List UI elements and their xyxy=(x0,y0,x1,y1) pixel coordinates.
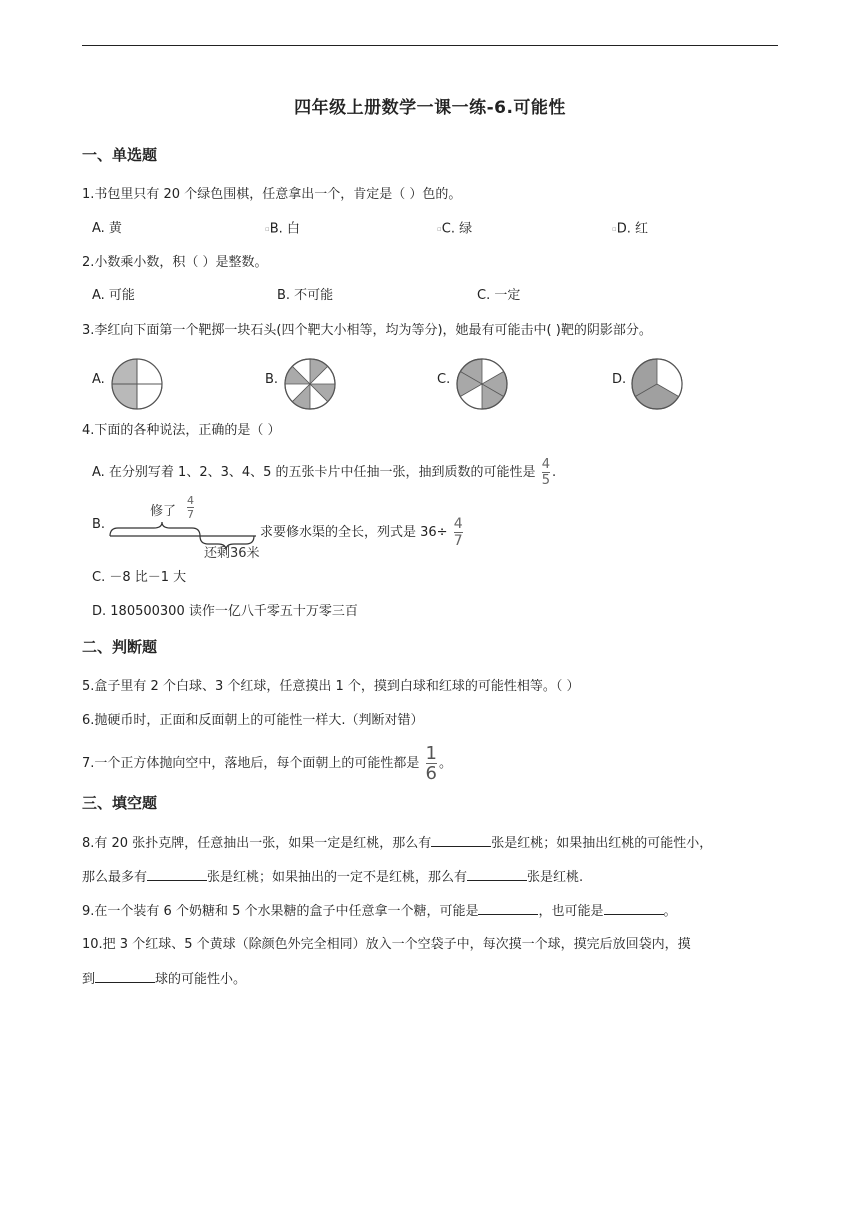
question-9: 9.在一个装有 6 个奶糖和 5 个水果糖的盒子中任意拿一个糖，可能是 ，也可能是 。 xyxy=(82,901,782,922)
question-3: 3.李红向下面第一个靶掷一块石头(四个靶大小相等，均为等分)，她最有可能击中( )靶的阴影部分。 xyxy=(82,323,652,338)
q4-option-d: D. 180500300 读作一亿八千零五十万零三百 xyxy=(92,604,358,619)
q3-option-d: D. xyxy=(612,356,702,408)
blank-line[interactable] xyxy=(478,901,538,915)
dot-icon: ▫ xyxy=(265,225,270,233)
question-4: 4.下面的各种说法，正确的是（ ） xyxy=(82,423,281,438)
question-8-line-2: 那么最多有 张是红桃；如果抽出的一定不是红桃，那么有 张是红桃. xyxy=(82,867,782,888)
fraction-four-sevenths: $\frac{4}{7}$ xyxy=(453,516,463,549)
q1-option-b: ▫B. 白 xyxy=(265,221,300,237)
question-10-line-1: 10.把 3 个红球、5 个黄球（除颜色外完全相同）放入一个空袋子中，每次摸一个球，摸完后放回袋内，摸 xyxy=(82,937,691,952)
q3-option-b: B. xyxy=(265,356,355,408)
question-10-line-2: 到 球的可能性小。 xyxy=(82,969,782,990)
q2-option-a: A. 可能 xyxy=(92,288,135,303)
target-c-figure xyxy=(454,356,510,412)
q1-option-a: A. 黄 xyxy=(92,221,122,236)
question-6: 6.抛硬币时，正面和反面朝上的可能性一样大.（判断对错） xyxy=(82,713,424,728)
q1-option-c: ▫C. 绿 xyxy=(437,221,473,237)
q3-option-c: C. xyxy=(437,356,527,408)
blank-line[interactable] xyxy=(467,867,527,881)
q4-option-a: A. 在分别写着 1、2、3、4、5 的五张卡片中任抽一张，抽到质数的可能性是 $\frac{4}{5}$ . xyxy=(92,457,557,488)
header-rule xyxy=(82,45,778,46)
section-fill-blank: 三、填空题 xyxy=(82,794,158,812)
blank-line[interactable] xyxy=(147,867,207,881)
question-7: 7.一个正方体抛向空中，落地后，每个面朝上的可能性都是 $\frac{1}{6}$ 。 xyxy=(82,743,453,784)
question-8-line-1: 8.有 20 张扑克牌，任意抽出一张，如果一定是红桃，那么有 张是红桃；如果抽出红桃的可能性小， xyxy=(82,833,782,854)
q4-option-b: B. 修了 4 7 还剩36米 求要修水渠的全长，列式是 $36\div \frac{4}{7}$ xyxy=(92,494,463,561)
dot-icon: ▫ xyxy=(612,225,617,233)
q4-option-c: C. －8 比－1 大 xyxy=(92,570,187,585)
target-b-figure xyxy=(282,356,338,412)
section-single-choice: 一、单选题 xyxy=(82,146,158,164)
page-title: 四年级上册数学一课一练-6.可能性 xyxy=(294,98,566,118)
question-2: 2.小数乘小数，积（ ）是整数。 xyxy=(82,255,268,270)
target-a-figure xyxy=(109,356,165,412)
fraction-one-sixth: $\frac{1}{6}$ xyxy=(425,743,437,784)
q2-option-c: C. 一定 xyxy=(477,288,521,303)
blank-line[interactable] xyxy=(431,833,491,847)
target-d-figure xyxy=(629,356,685,412)
q1-option-d: ▫D. 红 xyxy=(612,221,649,237)
blank-line[interactable] xyxy=(95,969,155,983)
fraction-four-fifths: $\frac{4}{5}$ xyxy=(541,457,550,488)
q2-option-b: B. 不可能 xyxy=(277,288,334,303)
question-5: 5.盒子里有 2 个白球、3 个红球，任意摸出 1 个，摸到白球和红球的可能性相等。（ ） xyxy=(82,679,580,694)
section-true-false: 二、判断题 xyxy=(82,638,158,656)
question-1: 1.书包里只有 20 个绿色围棋，任意拿出一个，肯定是（ ）色的。 xyxy=(82,187,462,202)
q3-option-a: A. xyxy=(92,356,182,408)
dot-icon: ▫ xyxy=(437,225,442,233)
fraction-four-sevenths-label: 4 7 xyxy=(187,494,194,521)
blank-line[interactable] xyxy=(604,901,664,915)
